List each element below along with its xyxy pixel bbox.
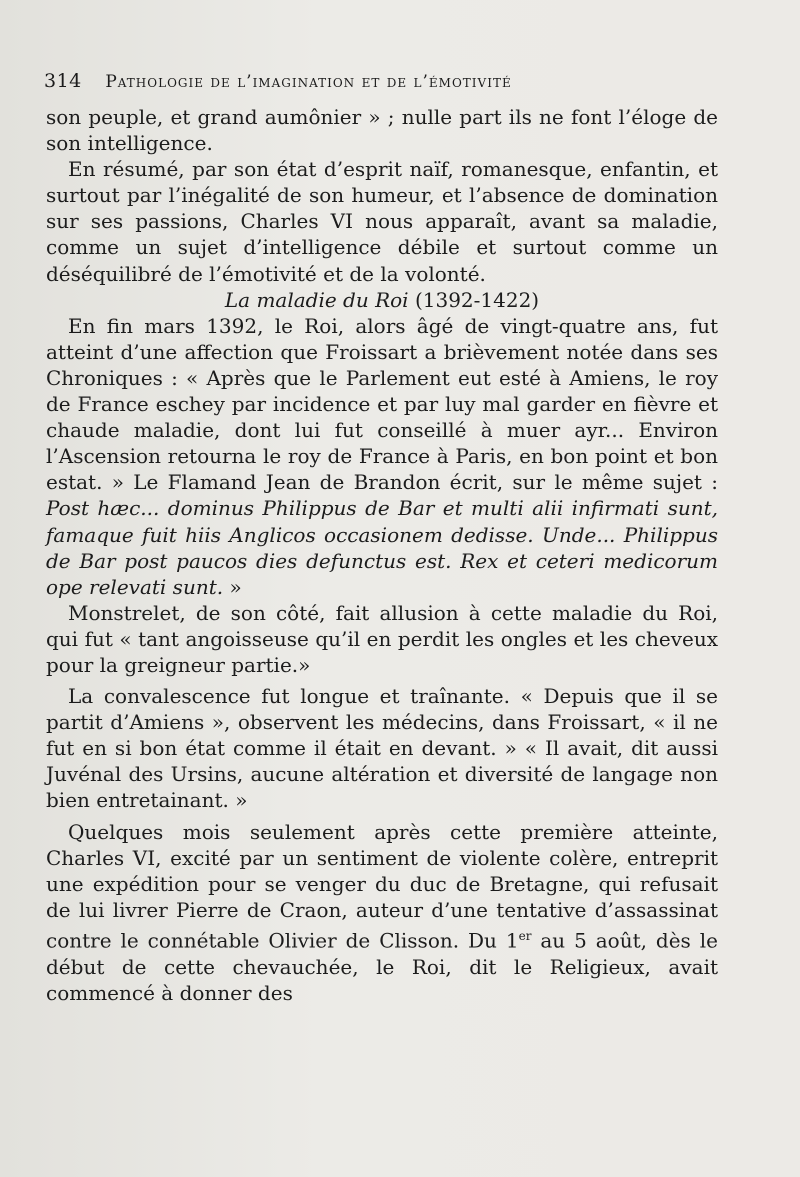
expedition-text-b: au 5 août, dès le début de cette chevauchée, le Roi, dit le Religieux, avait commencé à donner des (46, 928, 718, 1005)
paragraph-roman-text: En fin mars 1392, le Roi, alors âgé de vingt-quatre ans, fut atteint d’une affection que Froissart a brièvement notée dans ses Chroniques : « Après que le Parlement eut esté à Amiens, le roy de France eschey par incidence et par luy mal garder en fièvre et chaude maladie, dont lui fut conseillé à muer ayr... Environ l’Ascension retourna le roy de France à Paris, en bon point et bon estat. » Le Flamand Jean de Brandon écrit, sur le même sujet : (46, 313, 718, 495)
paragraph-expedition (46, 819, 718, 1006)
body-text (46, 104, 718, 1006)
running-header (44, 70, 744, 92)
latin-quotation: Post hæc... dominus Philippus de Bar et multi alii infirmati sunt, famaque fuit hiis Anglicos occasionem dedisse. Unde... Philippus de Bar post paucos dies defunctus est. Rex et ceteri medicorum ope relevati sunt. (46, 496, 718, 599)
paragraph-summary: En résumé, par son état d’esprit naïf, romanesque, enfantin, et surtout par l’inégalité de son humeur, et l’absence de domination sur ses passions, Charles VI nous apparaît, avant sa maladie, comme un sujet d’intelligence débile et surtout comme un déséquilibré de l’émotivité et de la volonté. (46, 157, 718, 286)
expedition-text-a: Quelques mois seulement après cette première atteinte, Charles VI, excité par un sentiment de violente colère, entreprit une expédition pour se venger du duc de Bretagne, qui refusait de lui livrer Pierre de Craon, auteur d’une tentative d’assassinat contre le connétable Olivier de Clisson. Du 1 (46, 819, 718, 953)
closing-quote: » (229, 574, 242, 599)
paragraph-illness-onset (46, 313, 718, 600)
section-title-dates: (1392-1422) (414, 287, 540, 312)
section-title-text: La maladie du Roi (224, 287, 409, 312)
paragraph-monstrelet: Monstrelet, de son côté, fait allusion à cette maladie du Roi, qui fut « tant angoisseuse qu’il en perdit les ongles et les cheveux pour la greigneur partie.» (46, 600, 718, 677)
paragraph-continuation: son peuple, et grand aumônier » ; nulle part ils ne font l’éloge de son intelligence. (46, 105, 718, 156)
paragraph-convalescence: La convalescence fut longue et traînante. « Depuis que il se partit d’Amiens », observent les médecins, dans Froissart, « il ne fut en si bon état comme il était en devant. » « Il avait, dit aussi Juvénal des Ursins, aucune altération et diversité de langage non bien entretainant. » (46, 684, 718, 813)
running-title: Pathologie de l’imagination et de l’émotivité (105, 72, 512, 92)
superscript-er: er (518, 928, 532, 943)
section-title (46, 287, 718, 313)
page-number: 314 (44, 70, 82, 92)
